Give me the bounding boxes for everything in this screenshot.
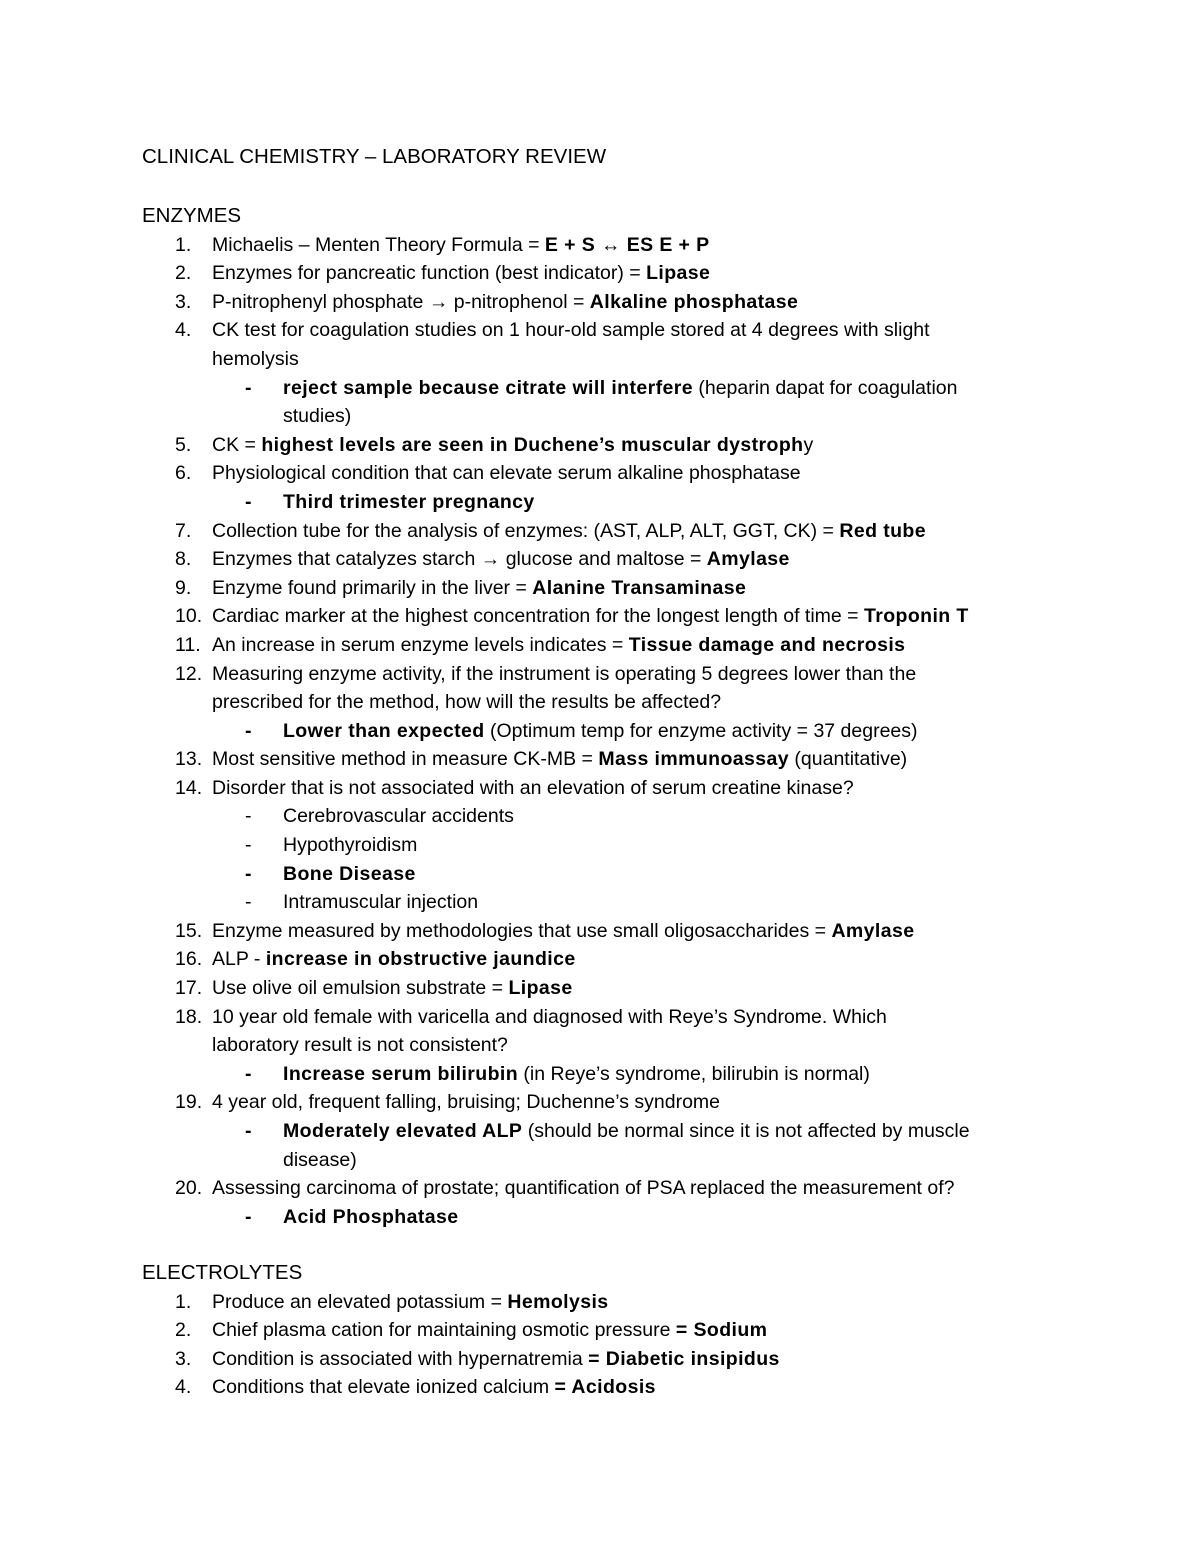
item-text: CK =	[212, 433, 262, 456]
sub-item-note-continued: disease)	[283, 1148, 357, 1171]
list-item	[142, 231, 1142, 260]
item-number: 13.	[175, 748, 203, 771]
item-text: Enzyme measured by methodologies that use small oligosaccharides =	[212, 919, 832, 942]
item-number: 10.	[175, 605, 203, 628]
item-answer: Lipase	[646, 262, 711, 285]
item-text: Use olive oil emulsion substrate =	[212, 977, 509, 1000]
item-text: Condition is associated with hypernatremia	[212, 1347, 589, 1370]
item-text: Enzymes that catalyzes starch → glucose and maltose =	[212, 548, 707, 571]
sub-item-answer: Moderately elevated ALP	[283, 1120, 523, 1142]
item-answer: Amylase	[706, 548, 790, 571]
item-answer: highest levels are seen in Duchene’s muscular dystroph	[261, 433, 804, 456]
electrolytes-section	[142, 1259, 1142, 1402]
item-number: 5.	[175, 433, 192, 456]
list-item	[142, 574, 1142, 603]
item-answer: Amylase	[831, 919, 915, 942]
item-number: 4.	[175, 319, 192, 342]
item-note: (quantitative)	[789, 748, 908, 771]
item-number: 17.	[175, 977, 203, 1000]
item-answer: Red tube	[839, 519, 926, 542]
sub-item-answer: Bone Disease	[283, 862, 416, 885]
list-item	[142, 745, 1142, 774]
list-item	[142, 1345, 1142, 1374]
sub-item	[142, 831, 1142, 860]
list-item	[142, 917, 1142, 946]
list-item	[142, 431, 1142, 460]
sub-item-answer: Acid Phosphatase	[283, 1205, 459, 1228]
item-text: Chief plasma cation for maintaining osmotic pressure	[212, 1319, 676, 1342]
dash-bullet: -	[245, 1120, 252, 1142]
item-number: 4.	[175, 1376, 192, 1399]
item-text: An increase in serum enzyme levels indicates =	[212, 633, 629, 656]
list-item	[142, 974, 1142, 1003]
item-answer: = Sodium	[675, 1319, 768, 1342]
item-text: Disorder that is not associated with an elevation of serum creatine kinase?	[212, 776, 854, 799]
enzymes-list	[142, 231, 1142, 1232]
list-item	[142, 1373, 1142, 1402]
sub-item	[142, 717, 1142, 746]
sub-item-answer: Increase serum bilirubin	[283, 1062, 519, 1085]
list-item	[142, 1288, 1142, 1317]
list-item	[142, 1088, 1142, 1117]
item-number: 6.	[175, 462, 192, 485]
sub-item-note: (should be normal since it is not affected by muscle	[522, 1120, 970, 1142]
item-text: CK test for coagulation studies on 1 hour-old sample stored at 4 degrees with slight	[212, 319, 930, 342]
sub-item	[142, 1060, 1142, 1089]
sub-item-note-continued: studies)	[283, 405, 352, 428]
list-item	[142, 660, 1142, 717]
dash-bullet: -	[245, 862, 252, 885]
list-item	[142, 1316, 1142, 1345]
item-text: Assessing carcinoma of prostate; quantification of PSA replaced the measurement of?	[212, 1177, 955, 1200]
item-text-continued: hemolysis	[212, 347, 299, 370]
sub-item	[142, 1203, 1142, 1232]
section-heading: ENZYMES	[142, 204, 242, 227]
item-text: P-nitrophenyl phosphate → p-nitrophenol =	[212, 290, 590, 313]
item-number: 12.	[175, 662, 203, 685]
sub-item-text: Cerebrovascular accidents	[283, 805, 514, 828]
list-item	[142, 288, 1142, 317]
list-item	[142, 1003, 1142, 1060]
list-item	[142, 631, 1142, 660]
dash-bullet: -	[245, 490, 252, 513]
sub-item-note: (heparin dapat for coagulation	[692, 376, 958, 399]
sub-item	[142, 860, 1142, 889]
list-item	[142, 545, 1142, 574]
list-item	[142, 945, 1142, 974]
item-number: 18.	[175, 1005, 203, 1028]
dash-bullet: -	[245, 805, 252, 828]
item-text: Measuring enzyme activity, if the instrument is operating 5 degrees lower than the	[212, 662, 917, 685]
item-text: Cardiac marker at the highest concentration for the longest length of time =	[212, 605, 864, 628]
item-number: 1.	[175, 1290, 192, 1313]
item-number: 20.	[175, 1177, 203, 1200]
item-answer: increase in obstructive jaundice	[265, 948, 576, 971]
item-number: 2.	[175, 262, 192, 285]
item-text: Conditions that elevate ionized calcium	[212, 1376, 555, 1399]
item-answer: E + S ↔ ES E + P	[544, 233, 710, 256]
item-answer: = Diabetic insipidus	[588, 1347, 780, 1370]
item-answer: Lipase	[508, 977, 573, 1000]
sub-item	[142, 1117, 1142, 1174]
document-title: CLINICAL CHEMISTRY – LABORATORY REVIEW	[142, 145, 607, 168]
item-text: Produce an elevated potassium =	[212, 1290, 508, 1313]
item-number: 1.	[175, 233, 192, 256]
list-item	[142, 259, 1142, 288]
sub-item-text: Hypothyroidism	[283, 834, 418, 857]
item-number: 8.	[175, 548, 192, 571]
item-text: 4 year old, frequent falling, bruising; Duchenne’s syndrome	[212, 1091, 721, 1114]
sub-item	[142, 374, 1142, 431]
item-answer: Tissue damage and necrosis	[628, 633, 906, 656]
item-text: Collection tube for the analysis of enzymes: (AST, ALP, ALT, GGT, CK) =	[212, 519, 840, 542]
dash-bullet: -	[245, 376, 252, 399]
electrolytes-list	[142, 1288, 1142, 1402]
item-answer: Alanine Transaminase	[532, 576, 747, 599]
list-item	[142, 774, 1142, 803]
item-number: 16.	[175, 948, 203, 971]
dash-bullet: -	[245, 719, 252, 742]
item-answer: Hemolysis	[507, 1290, 609, 1313]
list-item	[142, 517, 1142, 546]
list-item	[142, 316, 1142, 373]
item-text: Michaelis – Menten Theory Formula =	[212, 233, 545, 256]
sub-item	[142, 488, 1142, 517]
item-number: 3.	[175, 1347, 192, 1370]
sub-item-note: (Optimum temp for enzyme activity = 37 degrees)	[484, 719, 918, 742]
sub-item-answer: reject sample because citrate will interfere	[283, 376, 693, 399]
item-number: 15.	[175, 919, 203, 942]
item-number: 11.	[175, 633, 201, 656]
sub-item-text: Intramuscular injection	[283, 891, 479, 914]
item-note: y	[803, 433, 814, 456]
item-number: 14.	[175, 776, 203, 799]
enzymes-section	[142, 202, 1142, 1231]
item-number: 7.	[175, 519, 192, 542]
list-item	[142, 1174, 1142, 1203]
sub-item	[142, 802, 1142, 831]
dash-bullet: -	[245, 834, 252, 857]
item-answer: Troponin T	[863, 605, 969, 628]
item-text: Enzymes for pancreatic function (best indicator) =	[212, 262, 647, 285]
item-text-continued: prescribed for the method, how will the results be affected?	[212, 691, 722, 714]
item-number: 3.	[175, 290, 192, 313]
list-item	[142, 602, 1142, 631]
item-answer: Mass immunoassay	[598, 748, 790, 771]
dash-bullet: -	[245, 1062, 252, 1085]
sub-item-answer: Lower than expected	[283, 719, 485, 742]
sub-item	[142, 888, 1142, 917]
item-text: 10 year old female with varicella and diagnosed with Reye’s Syndrome. Which	[212, 1005, 887, 1028]
item-text: Enzyme found primarily in the liver =	[212, 576, 533, 599]
dash-bullet: -	[245, 891, 252, 914]
item-text: Physiological condition that can elevate serum alkaline phosphatase	[212, 462, 801, 485]
item-text: Most sensitive method in measure CK-MB =	[212, 748, 599, 771]
item-answer: = Acidosis	[554, 1376, 656, 1399]
item-text: ALP -	[212, 948, 266, 971]
item-answer: Alkaline phosphatase	[589, 290, 799, 313]
list-item	[142, 459, 1142, 488]
item-number: 2.	[175, 1319, 192, 1342]
dash-bullet: -	[245, 1205, 252, 1228]
item-number: 9.	[175, 576, 192, 599]
item-text-continued: laboratory result is not consistent?	[212, 1034, 508, 1057]
section-heading: ELECTROLYTES	[142, 1261, 303, 1284]
item-number: 19.	[175, 1091, 203, 1114]
sub-item-note: (in Reye’s syndrome, bilirubin is normal)	[518, 1062, 870, 1085]
sub-item-answer: Third trimester pregnancy	[283, 490, 535, 513]
